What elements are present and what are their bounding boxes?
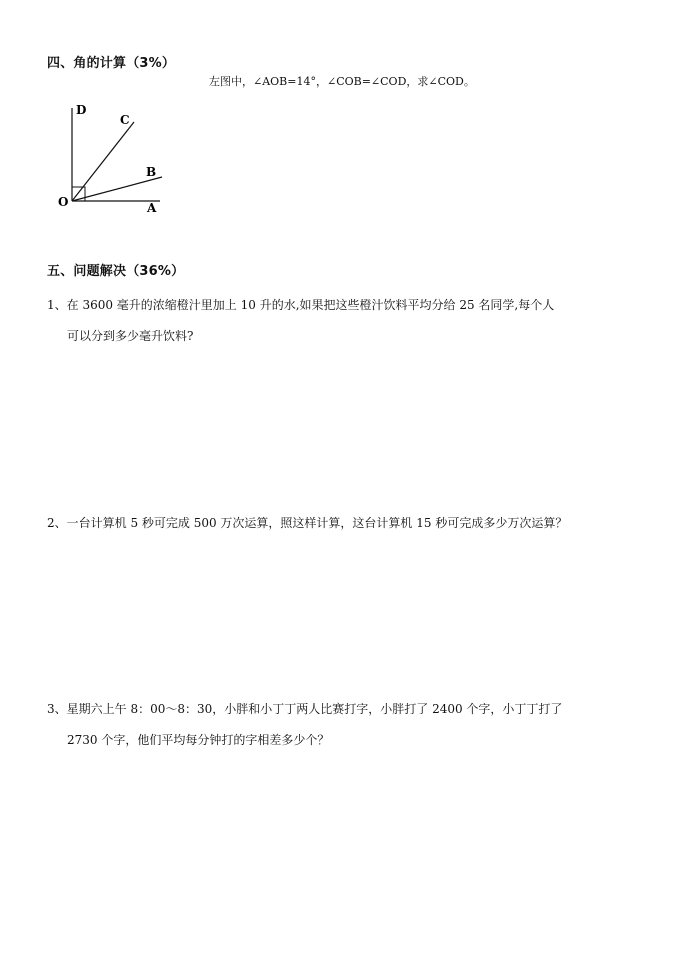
label-c: C [120, 113, 130, 127]
label-a: A [147, 201, 157, 215]
question-1-line-2: 可以分到多少毫升饮料? [67, 329, 194, 343]
label-b: B [146, 165, 157, 179]
section-5-title: 五、问题解决（36%） [47, 264, 185, 279]
section-4-title: 四、角的计算（3%） [47, 56, 176, 71]
question-3-line-1: 3、星期六上午 8：00～8：30，小胖和小丁丁两人比赛打字，小胖打了 2400 个字，小丁丁打了 [47, 702, 563, 716]
angle-diagram [50, 98, 180, 218]
question-2-line-1: 2、一台计算机 5 秒可完成 500 万次运算，照这样计算，这台计算机 15 秒可完成多少万次运算？ [47, 516, 568, 530]
label-d: D [76, 103, 87, 117]
ray-oc [72, 122, 134, 201]
question-3-line-2: 2730 个字，他们平均每分钟打的字相差多少个？ [67, 733, 330, 747]
label-o: O [58, 195, 69, 209]
angle-problem-text: 左图中，∠AOB=14°，∠COB=∠COD，求∠COD。 [209, 75, 475, 88]
question-1-line-1: 1、在 3600 毫升的浓缩橙汁里加上 10 升的水,如果把这些橙汁饮料平均分给 25 名同学,每个人 [47, 298, 555, 312]
